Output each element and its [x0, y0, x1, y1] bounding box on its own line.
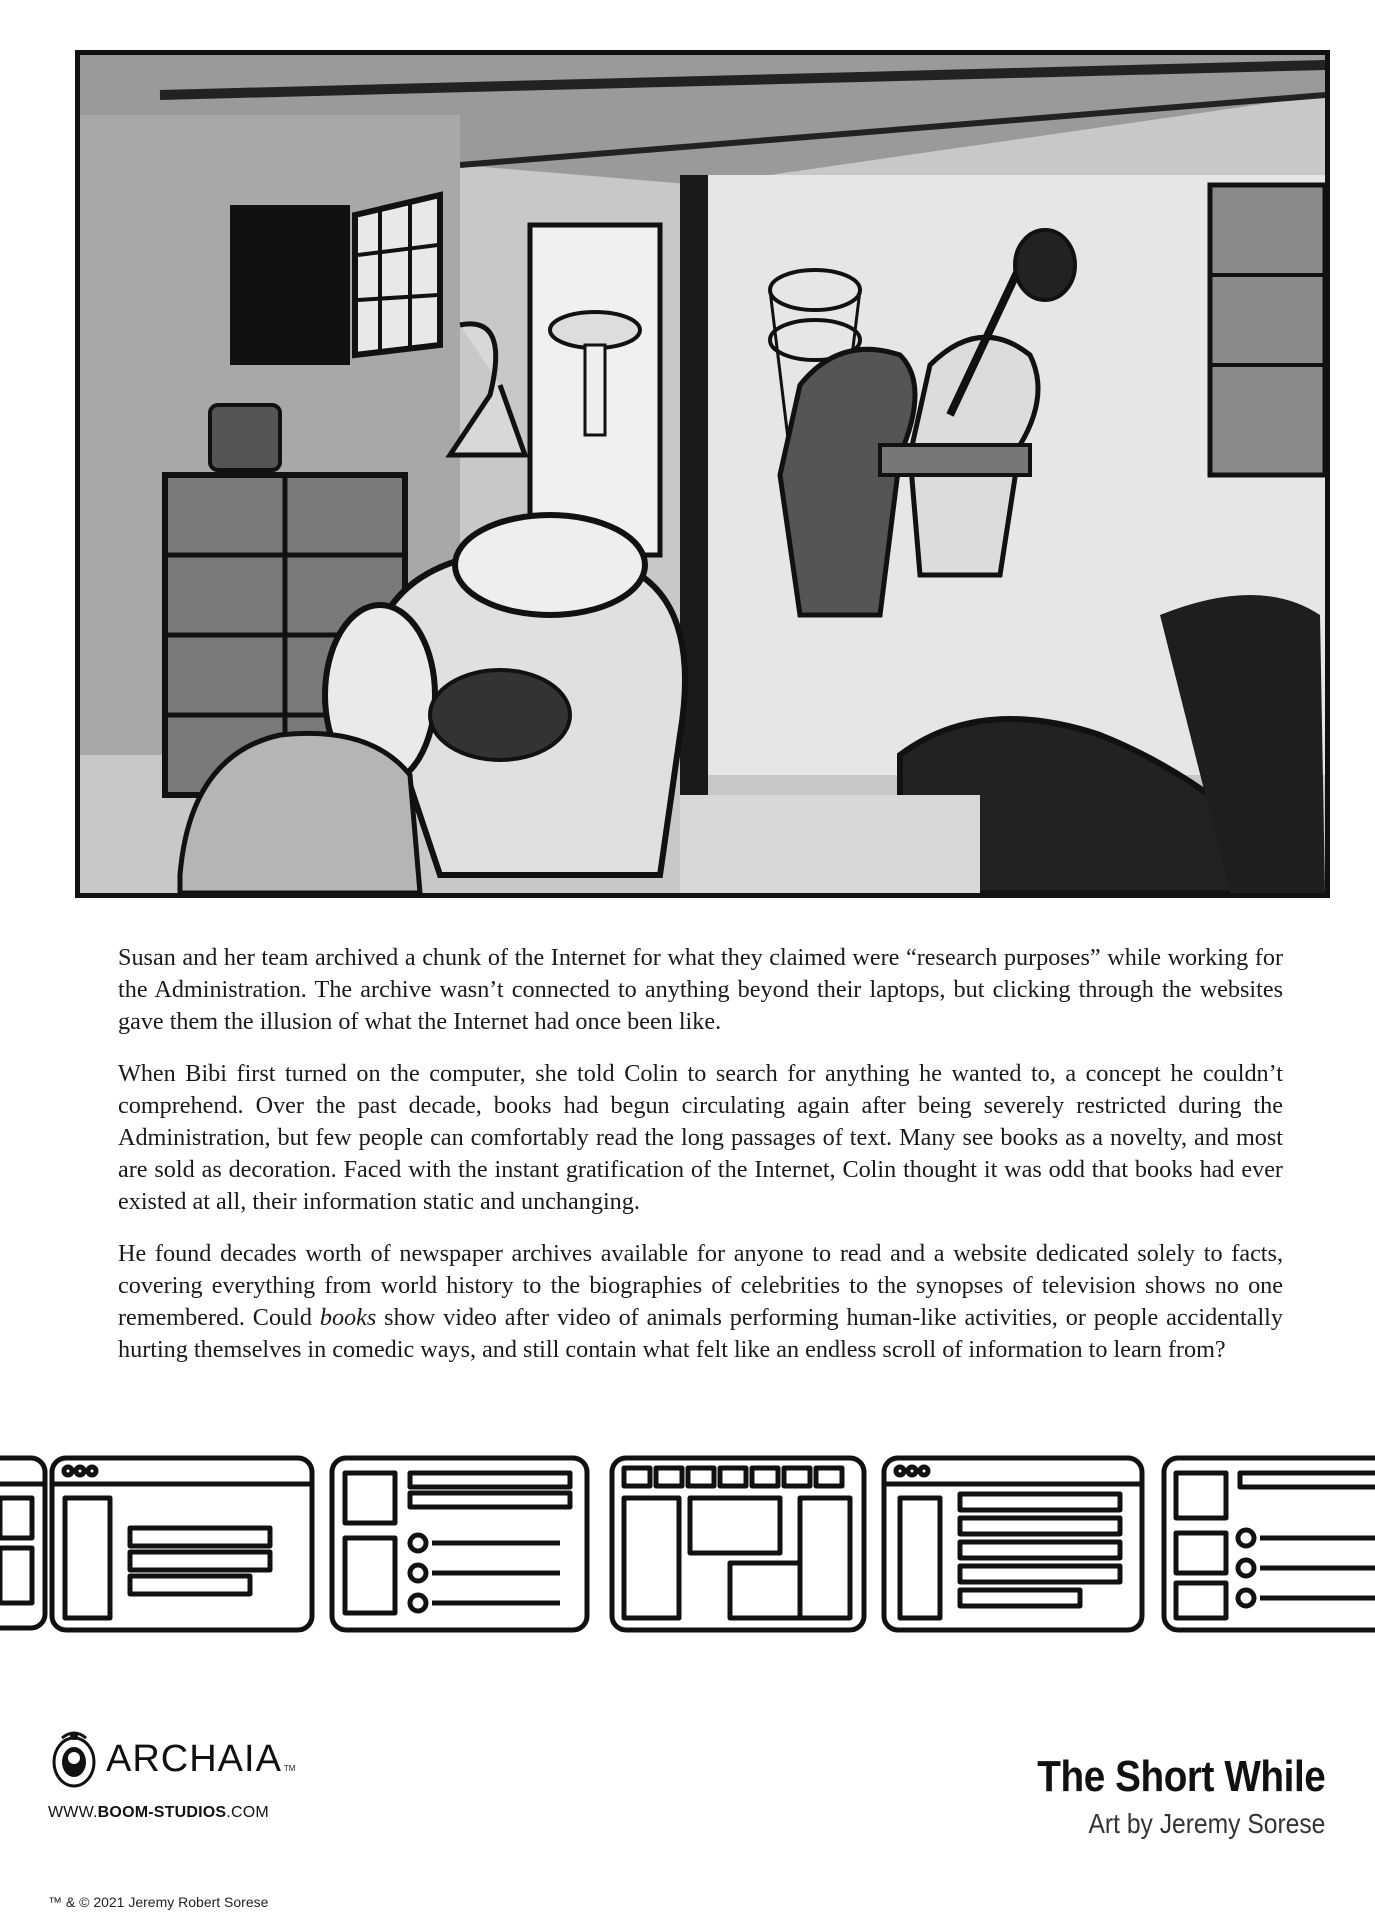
- book-title-block: [998, 1752, 1325, 1840]
- website-prefix: WWW.: [48, 1804, 98, 1821]
- publisher-website[interactable]: [48, 1804, 295, 1822]
- dark-window: [230, 205, 350, 365]
- copyright-notice: ™ & © 2021 Jeremy Robert Sorese: [48, 1894, 269, 1910]
- illustration-panel: [75, 50, 1330, 898]
- kettle: [210, 405, 280, 470]
- archaia-logo: [48, 1728, 295, 1790]
- sleeping-cat: [430, 670, 570, 760]
- story-paragraph-1: Susan and her team archived a chunk of the Internet for what they claimed were “research purposes” while working for the Administration. The archive wasn’t connected to anything beyond their laptops, but clicking through the websites gave them the illusion of what the Internet had once been like.: [118, 944, 1283, 1035]
- story-p3-before: He found decades worth of newspaper archives available for anyone to read and a website dedicated solely to facts, covering everything from world history to the biographies of celebrities to the synopses of television shows no one remembered. Could: [118, 1240, 1283, 1331]
- desk-lamp: [1015, 230, 1075, 300]
- story-paragraph-2: When Bibi first turned on the computer, she told Colin to search for anything he wanted to, a concept he couldn’t comprehend. Over the past decade, books had begun circulating again after being severely restricted during the Administration, but few people can comfortably read the long passages of text. Many see books as a novelty, and most are sold as decoration. Faced with the instant gratification of the Internet, Colin thought it was odd that books had ever existed at all, their information static and unchanging.: [118, 1060, 1283, 1215]
- story-p3-emphasis: books: [319, 1304, 377, 1331]
- browser-windows-drawing: [0, 1448, 1375, 1640]
- browser-window-2: [332, 1458, 587, 1630]
- browser-window-1: [52, 1458, 312, 1630]
- website-suffix: .COM: [226, 1804, 269, 1821]
- right-bookshelf: [1210, 185, 1325, 475]
- publisher-block: [48, 1728, 295, 1822]
- archaia-emblem-icon: [48, 1728, 100, 1790]
- browser-doodle-strip: [0, 1448, 1375, 1640]
- desk-laptop: [880, 445, 1030, 475]
- browser-window-5: [1164, 1458, 1375, 1630]
- living-room-illustration: [80, 55, 1325, 893]
- browser-window-3: [612, 1458, 864, 1630]
- art-credit: Art by Jeremy Sorese: [1088, 1808, 1325, 1839]
- publisher-name: ARCHAIA: [106, 1737, 282, 1780]
- story-text: [118, 942, 1283, 1386]
- book-title: The Short While: [1036, 1752, 1325, 1801]
- story-paragraph-3: [118, 1238, 1283, 1366]
- publisher-tm: TM: [283, 1763, 296, 1773]
- story-p3-after: show video after video of animals performing human-like activities, or people accidentally hurting themselves in comedic ways, and still contain what felt like an endless scroll of information to learn from?: [118, 1304, 1283, 1363]
- browser-window-4: [884, 1458, 1142, 1630]
- website-bold: BOOM-STUDIOS: [97, 1804, 227, 1821]
- open-shutter: [355, 195, 440, 355]
- browser-window-0: [0, 1458, 45, 1628]
